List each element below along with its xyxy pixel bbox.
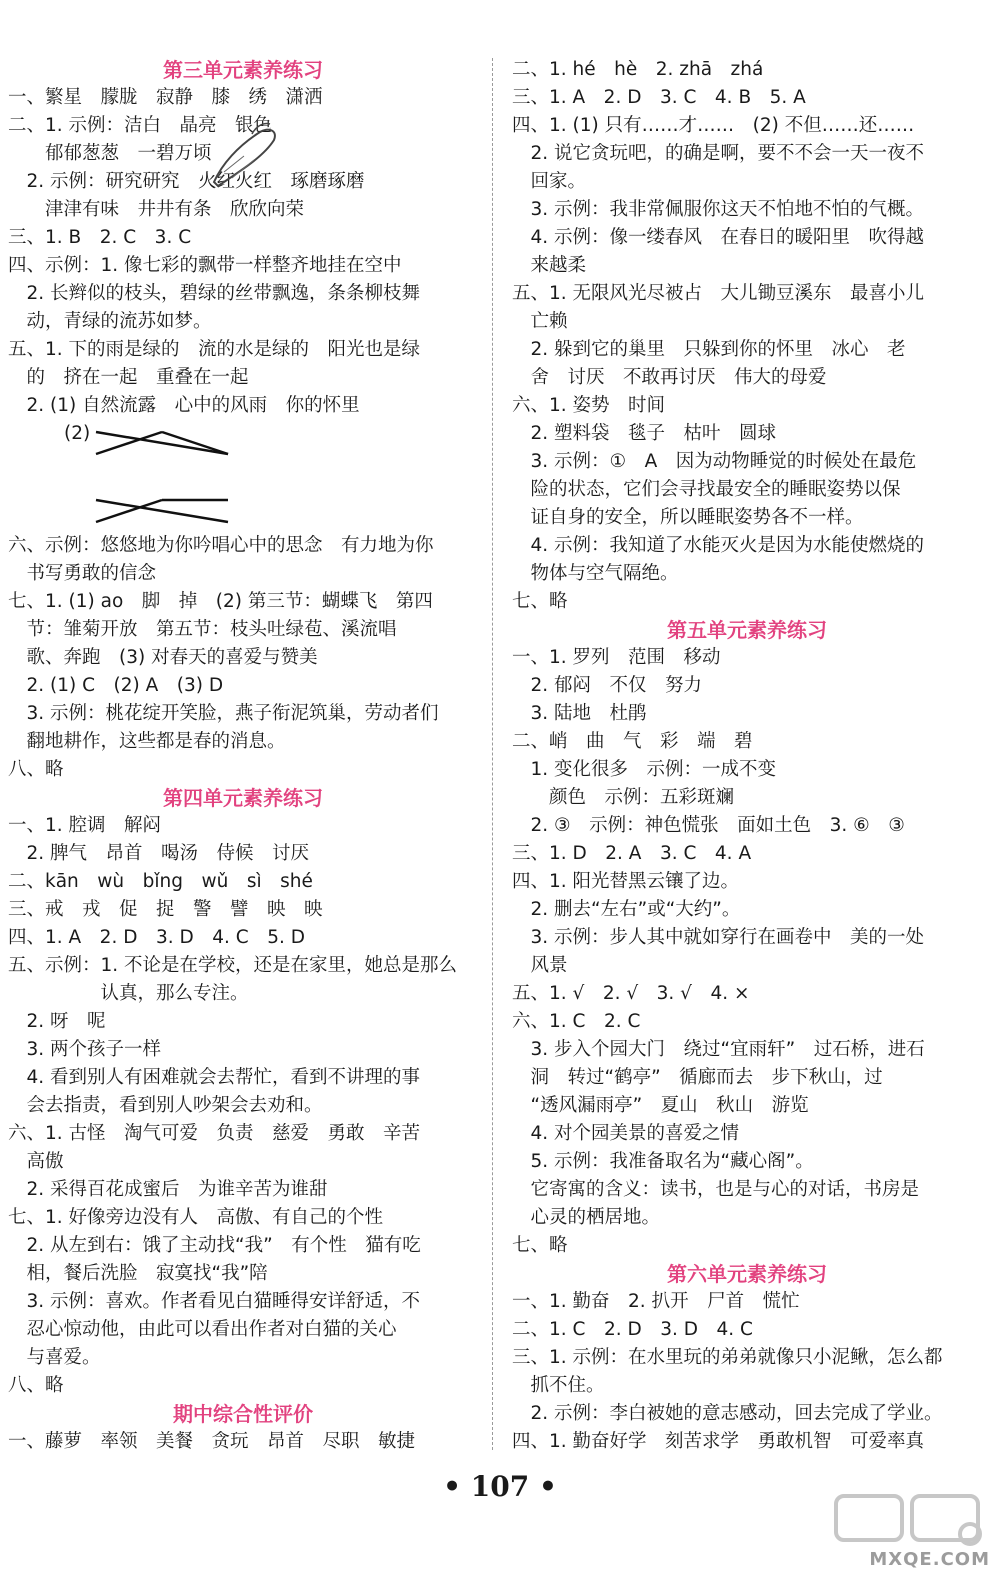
diagram-label: (2)	[64, 423, 91, 444]
answer-line: 八、略	[8, 759, 64, 780]
answer-line: 节：雏菊开放 第五节：枝头吐绿苞、溪流唱	[8, 619, 397, 640]
section-title: 期中综合性评价	[173, 1402, 313, 1426]
section-title: 第六单元素养练习	[667, 1262, 827, 1286]
right-answer-column	[512, 56, 982, 1456]
answer-line: 来越柔	[512, 255, 587, 276]
answer-line: 一、繁星 朦胧 寂静 膝 绣 潇洒	[8, 87, 323, 108]
answer-line: 2. 长辫似的枝头，碧绿的丝带飘逸，条条柳枝舞	[8, 283, 421, 304]
answer-line: 2. 脾气 昂首 喝汤 侍候 讨厌	[8, 843, 310, 864]
answer-line: 三、1. 示例：在水里玩的弟弟就像只小泥鳅，怎么都	[512, 1347, 943, 1368]
answer-line: 1. 变化很多 示例：一成不变	[512, 759, 777, 780]
answer-line: 抓不住。	[512, 1375, 605, 1396]
answer-line: 三、戒 戎 促 捉 警 譬 映 映	[8, 899, 323, 920]
answer-line: 3. 示例：喜欢。作者看见白猫睡得安详舒适，不	[8, 1291, 421, 1312]
matching-line	[96, 500, 162, 522]
page-number: • 107 •	[443, 1470, 557, 1503]
answer-line: 一、1. 罗列 范围 移动	[512, 647, 721, 668]
answer-line: 八、略	[8, 1375, 64, 1396]
stamp-doodle-icon	[204, 112, 284, 192]
answer-line: 3. 示例：步人其中就如穿行在画卷中 美的一处	[512, 927, 925, 948]
answer-line: 三、1. A 2. D 3. C 4. B 5. A	[512, 87, 806, 108]
answer-line: 三、1. B 2. C 3. C	[8, 227, 192, 248]
answer-line: 一、1. 勤奋 2. 扒开 尸首 慌忙	[512, 1291, 800, 1312]
matching-line	[96, 432, 162, 454]
answer-line: 风景	[512, 955, 568, 976]
answer-line: 颜色 示例：五彩斑斓	[512, 787, 735, 808]
answer-line: 五、1. 下的雨是绿的 流的水是绿的 阳光也是绿	[8, 339, 421, 360]
answer-line: 2. ③ 示例：神色慌张 面如土色 3. ⑥ ③	[512, 815, 905, 836]
answer-line: 4. 示例：像一缕春风 在春日的暖阳里 吹得越	[512, 227, 925, 248]
answer-line: 3. 陆地 杜鹃	[512, 703, 647, 724]
answer-line: 动，青绿的流苏如梦。	[8, 311, 212, 332]
answer-line: 2. 塑料袋 毯子 枯叶 圆球	[512, 423, 777, 444]
answer-line: 心灵的栖居地。	[512, 1207, 661, 1228]
answer-line: 2. 说它贪玩吧，的确是啊，要不不会一天一夜不	[512, 143, 925, 164]
watermark-logo	[830, 1490, 990, 1570]
matching-line	[96, 500, 228, 522]
answer-line: 相，餐后洗脸 寂寞找“我”陪	[8, 1263, 268, 1284]
answer-line: 五、1. 无限风光尽被占 大儿锄豆溪东 最喜小儿	[512, 283, 925, 304]
answer-line: 2. 示例：研究研究 火红火红 琢磨琢磨	[8, 171, 365, 192]
answer-line: 险的状态，它们会寻找最安全的睡眠姿势以保	[512, 479, 901, 500]
answer-line: 它寄寓的含义：读书，也是与心的对话，书房是	[512, 1179, 920, 1200]
answer-line: 证自身的安全，所以睡眠姿势各不一样。	[512, 507, 864, 528]
answer-line: 四、1. 勤奋好学 刻苦求学 勇敢机智 可爱率真	[512, 1431, 925, 1452]
answer-line: 2. 采得百花成蜜后 为谁辛苦为谁甜	[8, 1179, 328, 1200]
answer-line: 2. 示例：李白被她的意志感动，回去完成了学业。	[512, 1403, 943, 1424]
answer-line: 翻地耕作，这些都是春的消息。	[8, 731, 286, 752]
answer-line: 5. 示例：我准备取名为“藏心阁”。	[512, 1151, 814, 1172]
answer-line: 的 挤在一起 重叠在一起	[8, 367, 249, 388]
answer-line: 二、1. C 2. D 3. D 4. C	[512, 1319, 753, 1340]
matching-lines-icon	[88, 430, 238, 530]
answer-line: 3. 示例：① A 因为动物睡觉的时候处在最危	[512, 451, 917, 472]
answer-line: 五、示例：1. 不论是在学校，还是在家里，她总是那么	[8, 955, 458, 976]
answer-line: 六、1. 姿势 时间	[512, 395, 666, 416]
answer-line: 2. 删去“左右”或“大约”。	[512, 899, 741, 920]
answer-line: 一、藤萝 率领 美餐 贪玩 昂首 尽职 敏捷	[8, 1431, 416, 1452]
answer-line: 郁郁葱葱 一碧万顷	[8, 143, 212, 164]
answer-line: 津津有味 井井有条 欣欣向荣	[8, 199, 305, 220]
answer-line: 舍 讨厌 不敢再讨厌 伟大的母爱	[512, 367, 827, 388]
answer-line: 与喜爱。	[8, 1347, 101, 1368]
answer-line: 3. 示例：桃花绽开笑脸，燕子衔泥筑巢，劳动者们	[8, 703, 439, 724]
section-title: 第三单元素养练习	[163, 58, 323, 82]
answer-line: 2. 躲到它的巢里 只躲到你的怀里 冰心 老	[512, 339, 906, 360]
answer-line: 二、1. hé hè 2. zhā zhá	[512, 59, 764, 80]
answer-line: 亡赖	[512, 311, 568, 332]
watermark-text: MXQE.COM	[869, 1549, 990, 1570]
answer-line: 忍心惊动他，由此可以看出作者对白猫的关心	[8, 1319, 397, 1340]
answer-line: 书写勇敢的信念	[8, 563, 157, 584]
answer-line: 六、1. 古怪 淘气可爱 负责 慈爱 勇敢 辛苦	[8, 1123, 421, 1144]
answer-line: 洞 转过“鹤亭” 循廊而去 步下秋山，过	[512, 1067, 883, 1088]
answer-line: 四、1. (1) 只有……才…… (2) 不但……还……	[512, 115, 915, 136]
answer-line: 歌、奔跑 (3) 对春天的喜爱与赞美	[8, 647, 318, 668]
answer-line: 二、1. 示例：洁白 晶亮 银色	[8, 115, 273, 136]
answer-line: 高傲	[8, 1151, 64, 1172]
answer-line: 二、峭 曲 气 彩 端 碧	[512, 731, 753, 752]
answer-line: 2. 郁闷 不仅 努力	[512, 675, 703, 696]
answer-line: 会去指责，看到别人吵架会去劝和。	[8, 1095, 323, 1116]
answer-line: 六、1. C 2. C	[512, 1011, 641, 1032]
answer-line: 四、1. 阳光替黑云镶了边。	[512, 871, 740, 892]
column-divider	[492, 58, 493, 1450]
answer-line: 4. 对个园美景的喜爱之情	[512, 1123, 740, 1144]
matching-line	[162, 432, 228, 454]
answer-line: 2. (1) 自然流露 心中的风雨 你的怀里	[8, 395, 360, 416]
answer-line: 4. 看到别人有困难就会去帮忙，看到不讲理的事	[8, 1067, 421, 1088]
matching-diagram	[8, 420, 478, 532]
answer-line: 认真，那么专注。	[8, 983, 249, 1004]
answer-line: “透风漏雨亭” 夏山 秋山 游览	[512, 1095, 809, 1116]
answer-line: 2. (1) C (2) A (3) D	[8, 675, 224, 696]
answer-line: 七、略	[512, 1235, 568, 1256]
answer-line: 回家。	[512, 171, 587, 192]
answer-line: 二、kān wù bǐng wǔ sì shé	[8, 871, 313, 892]
watermark-emblem-icon	[830, 1490, 990, 1546]
left-answer-column	[8, 56, 478, 1456]
answer-line: 四、示例：1. 像七彩的飘带一样整齐地挂在空中	[8, 255, 402, 276]
answer-line: 3. 两个孩子一样	[8, 1039, 162, 1060]
answer-line: 2. 呀 呢	[8, 1011, 106, 1032]
matching-line	[96, 432, 228, 454]
section-title: 第四单元素养练习	[163, 786, 323, 810]
answer-line: 3. 示例：我非常佩服你这天不怕地不怕的气概。	[512, 199, 925, 220]
answer-line: 六、示例：悠悠地为你吟唱心中的思念 有力地为你	[8, 535, 434, 556]
answer-line: 4. 示例：我知道了水能灭火是因为水能使燃烧的	[512, 535, 925, 556]
answer-line: 一、1. 腔调 解闷	[8, 815, 162, 836]
answer-line: 三、1. D 2. A 3. C 4. A	[512, 843, 752, 864]
answer-line: 3. 步入个园大门 绕过“宜雨轩” 过石桥，进石	[512, 1039, 925, 1060]
answer-line: 四、1. A 2. D 3. D 4. C 5. D	[8, 927, 305, 948]
answer-line: 七、略	[512, 591, 568, 612]
answer-line: 七、1. 好像旁边没有人 高傲、有自己的个性	[8, 1207, 384, 1228]
section-title: 第五单元素养练习	[667, 618, 827, 642]
answer-line: 五、1. √ 2. √ 3. √ 4. ×	[512, 983, 750, 1004]
answer-line: 物体与空气隔绝。	[512, 563, 679, 584]
answer-line: 七、1. (1) ao 脚 掉 (2) 第三节：蝴蝶飞 第四	[8, 591, 433, 612]
answer-line: 2. 从左到右：饿了主动找“我” 有个性 猫有吃	[8, 1235, 421, 1256]
